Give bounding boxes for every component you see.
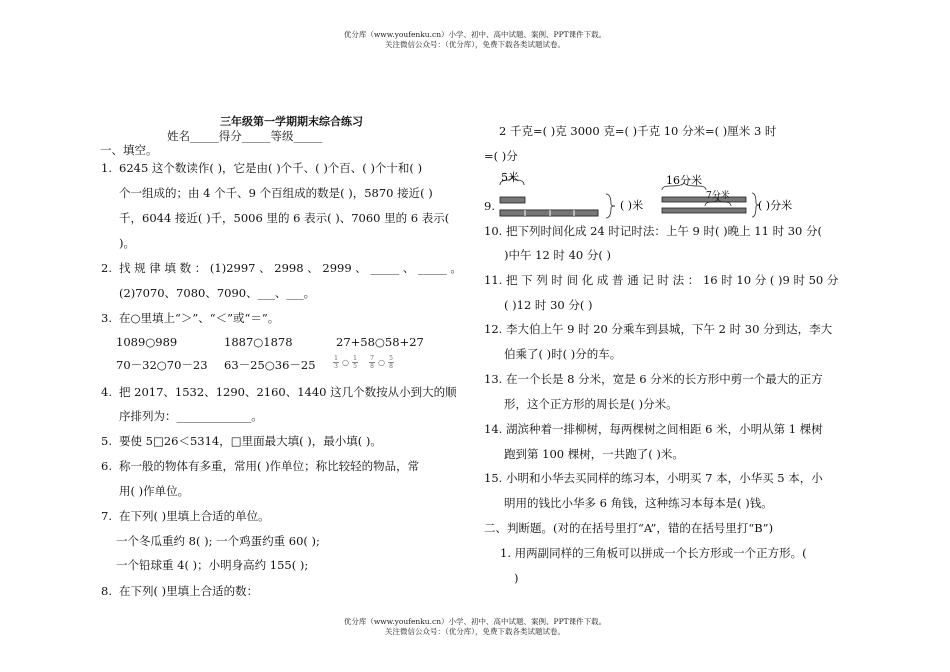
q1-line-2: 个一组成的；由 4 个千、9 个百组成的数是( )，5870 接近( ) <box>119 186 433 200</box>
footer-line-1: 优分库（www.youfenku.cn）小学、初中、高中试题、案例、PPT课件下载。 <box>343 617 607 626</box>
q1-number: 1. <box>101 161 112 175</box>
label-7dm: 7分米 <box>706 191 730 201</box>
q7-line-1: 在下列( )里填上合适的单位。 <box>119 509 270 523</box>
footer-line-2: 关注微信公众号：（优分库），免费下载各类试题试卷。 <box>385 627 565 636</box>
label-16dm: 16分米 <box>666 174 702 187</box>
q3-line-1: 在○里填上“＞”、“＜”或“＝”。 <box>119 311 280 325</box>
page-title: 三年级第一学期期末综合练习 <box>220 115 363 128</box>
answer-2: ( )分米 <box>758 199 793 212</box>
q3-compare-5: 63－25○36－25 <box>224 358 316 372</box>
q13-line-1: 13. 在一个长是 8 分米，宽是 6 分米的长方形中剪一个最大的正方 <box>484 372 823 386</box>
q1-line-1: 6245 这个数读作( )，它是由( )个千、( )个百、( )个十和( ) <box>119 161 423 175</box>
q3-compare-3: 27+58○58+27 <box>336 335 424 349</box>
q6-line-2: 用( )作单位。 <box>119 484 190 498</box>
q8-line-1: 在下列( )里填上合适的数： <box>119 584 259 598</box>
top-bar <box>662 197 746 202</box>
q7-line-3: 一个铅球重 4( )；小明身高约 155( ); <box>116 558 309 572</box>
fraction: $\frac{7}{8}$ <box>370 354 374 370</box>
q2-number: 2. <box>101 261 112 275</box>
q1-line-3: 千，6044 接近( )千，5006 里的 6 表示( )、7060 里的 6 表示( <box>119 211 450 225</box>
fraction: $\frac{1}{5}$ <box>353 354 357 370</box>
q11-line-2: ( )12 时 30 分( ) <box>504 298 593 312</box>
q3-number: 3. <box>101 311 112 325</box>
q14-line-2: 跑到第 100 棵树，一共跑了( )米。 <box>504 447 684 461</box>
fraction: $\frac{5}{8}$ <box>389 354 393 370</box>
q12-line-2: 伯乘了( )时( )分的车。 <box>504 347 622 361</box>
label-5m: 5米 <box>501 171 519 184</box>
q2-line-2: (2)7070、7080、7090、___、___。 <box>119 286 316 300</box>
judge-q1-line-2: ) <box>514 571 519 585</box>
section-fill-blank: 一、填空。 <box>100 143 158 157</box>
header-banner <box>0 30 950 50</box>
q14-line-1: 14. 湖滨种着一排柳树，每两棵树之间相距 6 米，小明从第 1 棵树 <box>484 422 823 436</box>
banner-line-2: 关注微信公众号：（优分库），免费下载各类试题试卷。 <box>385 40 565 49</box>
q8-conversions-line-2: =( )分 <box>484 149 518 163</box>
bottom-bar <box>662 208 746 213</box>
judge-q1-line-1: 1. 用两副同样的三角板可以拼成一个长方形或一个正方形。( <box>500 546 807 560</box>
student-info-line: 姓名_____得分_____等级_____ <box>167 129 323 143</box>
q5-number: 5. <box>101 434 112 448</box>
long-bar-fill <box>500 210 598 216</box>
brace-right-1 <box>606 194 615 218</box>
q8-number: 8. <box>101 584 112 598</box>
q13-line-2: 形，这个正方形的周长是( )分米。 <box>504 397 678 411</box>
q10-line-2: )中午 12 时 40 分( ) <box>504 248 612 262</box>
q3-fraction-compare-2: $\frac{7}{8}$ ○ $\frac{5}{8}$ <box>370 354 393 370</box>
q15-line-2: 明用的钱比小华多 6 角钱，这种练习本每本是( )钱。 <box>504 496 773 510</box>
q2-line-1: 找 规 律 填 数 ： (1)2997 、 2998 、 2999 、 _____ 、 _____ 。 <box>119 261 462 275</box>
q9-diagram <box>490 168 820 228</box>
q4-number: 4. <box>101 385 112 399</box>
q10-line-1: 10. 把下列时间化成 24 时记时法：上午 9 时( )晚上 11 时 30 分( <box>484 224 823 238</box>
banner-line-1: 优分库（www.youfenku.cn）小学、初中、高中试题、案例、PPT课件下载。 <box>343 30 607 39</box>
q7-line-2: 一个冬瓜重约 8( ); 一个鸡蛋约重 60( ); <box>116 534 320 548</box>
q6-number: 6. <box>101 459 112 473</box>
answer-1: ( )米 <box>620 199 644 212</box>
section-true-false: 二、判断题。(对的在括号里打“A”，错的在括号里打“B”) <box>484 521 774 535</box>
q3-compare-2: 1887○1878 <box>224 335 293 349</box>
q3-compare-1: 1089○989 <box>116 335 178 349</box>
q8-conversions-line-1: 2 千克=( )克 3000 克=( )千克 10 分米=( )厘米 3 时 <box>499 124 777 138</box>
short-bar <box>500 197 525 203</box>
q4-line-2: 序排列为：_____________。 <box>119 409 263 423</box>
q3-compare-4: 70－32○70－23 <box>116 358 208 372</box>
footer-banner <box>0 617 950 637</box>
q4-line-1: 把 2017、1532、1290、2160、1440 这几个数按从小到大的顺 <box>119 385 457 399</box>
q15-line-1: 15. 小明和小华去买同样的练习本，小明买 7 本，小华买 5 本，小 <box>484 471 823 485</box>
q9-number: 9. <box>484 199 495 213</box>
q3-fraction-compare-1: $\frac{1}{3}$ ○ $\frac{1}{5}$ <box>334 354 357 370</box>
q6-line-1: 称一般的物体有多重，常用( )作单位；称比较轻的物品，常 <box>119 459 420 473</box>
q7-number: 7. <box>101 509 112 523</box>
fraction: $\frac{1}{3}$ <box>334 354 338 370</box>
q1-line-4: )。 <box>119 236 135 250</box>
q12-line-1: 12. 李大伯上午 9 时 20 分乘车到县城，下午 2 时 30 分到达，李大 <box>484 322 833 336</box>
q5-line-1: 要使 5□26＜5314，□里面最大填( )，最小填( )。 <box>119 434 382 448</box>
q11-line-1: 11. 把 下 列 时 间 化 成 普 通 记 时 法 ： 16 时 10 分 ( )9 时 50 分 <box>484 273 839 287</box>
